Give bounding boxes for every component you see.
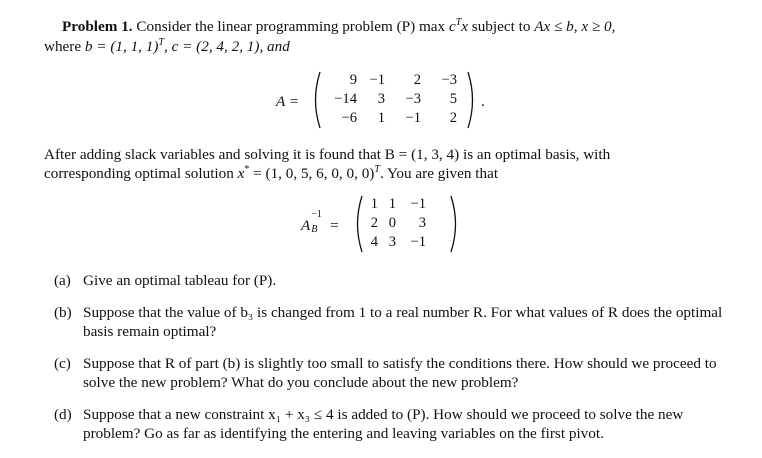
matrix-a-entry-row <box>327 109 457 128</box>
problem-intro: Consider the linear programming problem (P) max <box>136 18 446 35</box>
matrix-binv-entry-cell: −1 <box>410 196 426 212</box>
matrix-a-entry-cell: −3 <box>441 72 457 88</box>
binv-label <box>301 209 339 235</box>
matrix-a-label: A = <box>276 93 300 110</box>
solution-transpose: T <box>374 163 380 175</box>
matrix-a-entry-cell: −6 <box>341 110 357 126</box>
binv-label-sub: B <box>311 224 318 235</box>
matrix-a-entry-cell: −1 <box>369 72 385 88</box>
part-b-label: (b) <box>54 304 72 321</box>
problem-line-1 <box>62 17 615 36</box>
subject-to: subject to <box>471 18 531 35</box>
matrix-a-entry-cell: −14 <box>334 91 357 107</box>
matrix-a-entry-row <box>327 90 457 109</box>
slack-line-1: After adding slack variables and solving it is found that B = (1, 3, 4) is an optimal basis, with <box>44 146 611 163</box>
slack-line-2 <box>44 164 498 183</box>
part-b-text: Suppose that the value of b₃ is changed from 1 to a real number R. For what values of R does the optimal basis remain optimal? <box>83 304 723 340</box>
matrix-a-entry-cell: −3 <box>405 91 421 107</box>
matrix-a-entry-cell: 3 <box>377 91 385 107</box>
matrix-a <box>310 71 478 129</box>
matrix-binv-entry-cell: 4 <box>370 234 378 250</box>
matrix-a-entry-cell: 2 <box>449 110 457 126</box>
matrix-binv-entry-cell: 2 <box>370 215 378 231</box>
matrix-binv-right-paren <box>449 195 461 253</box>
slack-line-2-pre: corresponding optimal solution <box>44 165 234 182</box>
matrix-binv-entry-row <box>368 195 426 214</box>
matrix-binv-entry-cell: 3 <box>418 215 426 231</box>
matrix-a-entry-cell: 9 <box>349 72 357 88</box>
part-d-text: Suppose that a new constraint x₁ + x₃ ≤ 4 is added to (P). How should we proceed to solve the new problem? Go as far as identifying the entering and leaving variables on the first pivot. <box>83 406 684 442</box>
b-definition: b = (1, 1, 1) <box>84 38 159 55</box>
objective-x: x <box>461 18 468 35</box>
matrix-a-entry-cell: −1 <box>405 110 421 126</box>
binv-label-sup: −1 <box>311 209 322 220</box>
matrix-binv-left-paren <box>352 195 364 253</box>
where-word: where <box>44 38 82 55</box>
part-c-label: (c) <box>54 355 71 372</box>
matrix-a-entry-cell: 5 <box>449 91 457 107</box>
binv-equals: = <box>330 217 339 234</box>
optimal-solution: = (1, 0, 5, 6, 0, 0, 0) <box>253 165 375 182</box>
problem-heading: Problem 1. <box>62 18 133 35</box>
objective-c: c <box>448 18 456 35</box>
matrix-binv <box>352 195 462 253</box>
part-a-text: Give an optimal tableau for (P). <box>83 272 277 289</box>
matrix-a-right-paren <box>466 71 478 129</box>
matrix-binv-entry-cell: −1 <box>410 234 426 250</box>
matrix-binv-entry-cell: 3 <box>388 234 396 250</box>
matrix-binv-entry-cell: 1 <box>388 196 396 212</box>
optimal-x: x <box>237 165 245 182</box>
b-transpose: T <box>158 36 164 48</box>
matrix-binv-entry-cell: 1 <box>370 196 378 212</box>
optimal-star: * <box>244 163 250 175</box>
matrix-a-entry-cell: 2 <box>413 72 421 88</box>
matrix-binv-grid <box>368 195 426 252</box>
problem-line-2 <box>44 37 290 56</box>
part-c-text: Suppose that R of part (b) is slightly too small to satisfy the conditions there. How should we proceed to solve the new problem? What do you conclude about the new problem? <box>83 355 717 391</box>
matrix-a-grid <box>327 71 457 128</box>
matrix-binv-entry-cell: 0 <box>388 215 396 231</box>
constraint: Ax ≤ b, x ≥ 0, <box>534 18 616 35</box>
objective-transpose: T <box>455 16 462 28</box>
slack-line-2-post: . You are given that <box>379 165 499 182</box>
matrix-binv-entry-row <box>368 214 426 233</box>
binv-label-a: A <box>301 217 311 234</box>
matrix-binv-entry-row <box>368 233 426 252</box>
matrix-a-left-paren <box>310 71 322 129</box>
c-definition: , c = (2, 4, 2, 1), and <box>164 38 290 55</box>
matrix-a-period: . <box>481 93 485 110</box>
matrix-a-entry-cell: 1 <box>377 110 385 126</box>
part-a-label: (a) <box>54 272 71 289</box>
matrix-a-entry-row <box>327 71 457 90</box>
part-d-label: (d) <box>54 406 72 423</box>
